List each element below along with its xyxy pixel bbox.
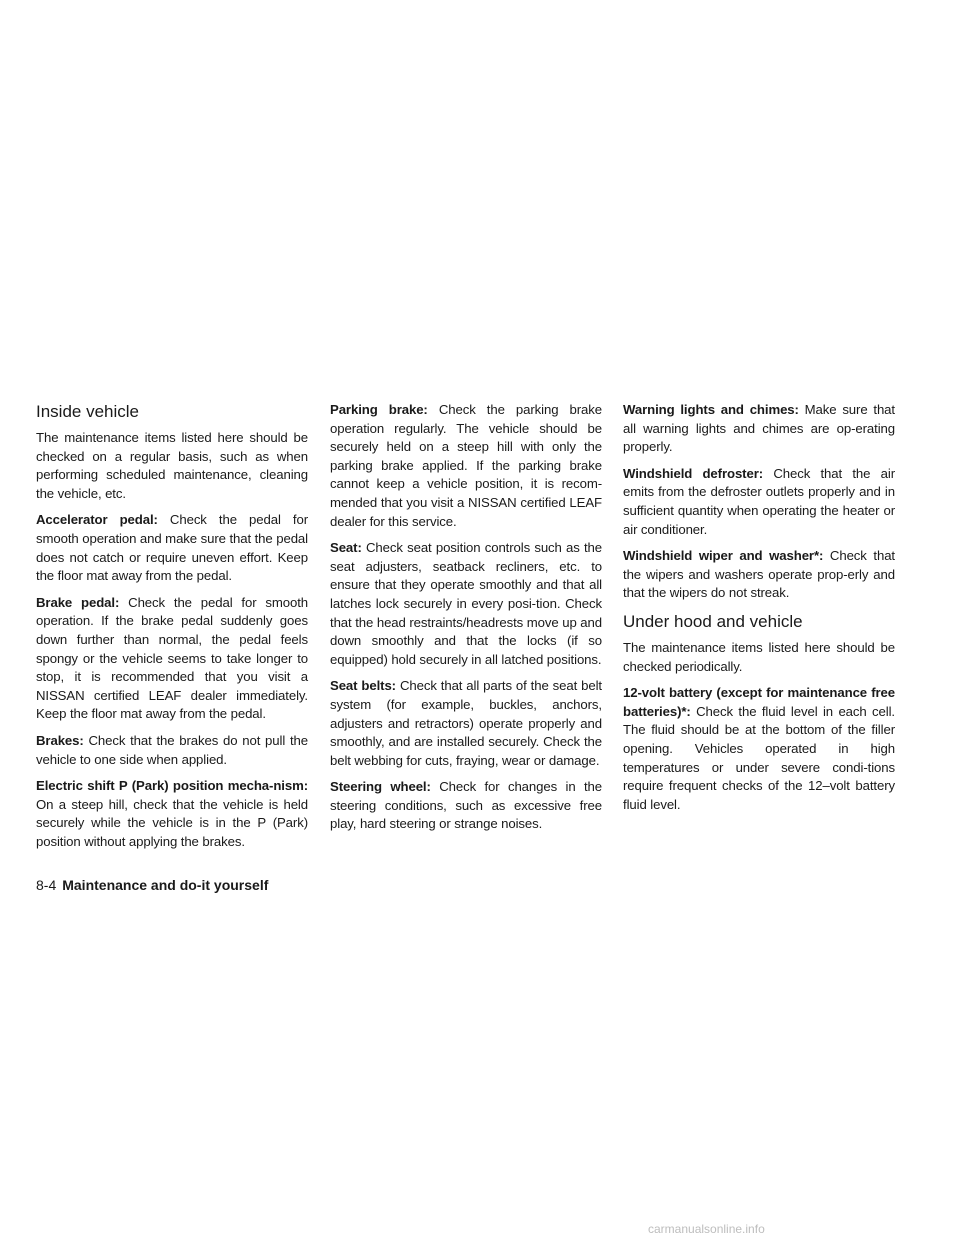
item-term: Electric shift P (Park) position mecha-nism: xyxy=(36,778,308,794)
intro-paragraph: The maintenance items listed here should be checked on a regular basis, such as when performing scheduled maintenance, cleaning the vehicle, etc. xyxy=(36,430,308,501)
item-12-volt-battery xyxy=(623,684,895,814)
item-parking-brake xyxy=(330,401,602,531)
item-term: Windshield wiper and washer*: xyxy=(623,548,824,564)
item-warning-lights xyxy=(623,401,895,457)
item-text: On a steep hill, check that the vehicle is held securely while the vehicle is in the P (Park) position without applying the brakes. xyxy=(36,796,308,849)
item-text: Check the parking brake operation regularly. The vehicle should be securely held on a steep hill with only the parking brake applied. If the parking brake cannot keep a vehicle position, it is recom-mended that you visit a NISSAN certified LEAF dealer for this service. xyxy=(330,402,602,529)
section-heading-under-hood: Under hood and vehicle xyxy=(623,611,803,631)
item-windshield-defroster xyxy=(623,465,895,539)
item-text: Make sure that all warning lights and chimes are op-erating properly. xyxy=(623,402,895,455)
item-seat-belts xyxy=(330,677,602,770)
item-brake-pedal xyxy=(36,594,308,724)
page-footer xyxy=(36,876,268,894)
column-1 xyxy=(36,401,308,859)
item-text: Check seat position controls such as the seat adjusters, seatback recliners, etc. to ensure that they operate smoothly and that all latches lock securely in every posi-tion. Check that the head restraints/headrests move up and down smoothly and that the locks (if so equipped) hold securely in all latched positions. xyxy=(330,540,602,667)
section-heading-inside-vehicle: Inside vehicle xyxy=(36,402,140,421)
item-term: Seat: xyxy=(330,540,362,556)
item-term: Warning lights and chimes: xyxy=(623,402,799,417)
item-text: Check the fluid level in each cell. The fluid should be at the bottom of the filler opening. Vehicles operated in high temperatures or under severe condi-tions require frequent checks of the 12–volt battery fluid level. xyxy=(623,703,895,812)
item-brakes xyxy=(36,732,308,769)
item-windshield-wiper xyxy=(623,547,895,603)
item-accelerator-pedal xyxy=(36,511,308,585)
item-term: Steering wheel: xyxy=(330,779,431,795)
item-seat xyxy=(330,539,602,669)
item-text: Check the pedal for smooth operation and make sure that the pedal does not catch or require uneven effort. Keep the floor mat away from the pedal. xyxy=(36,512,308,584)
item-electric-shift xyxy=(36,777,308,851)
item-text: Check that the brakes do not pull the vehicle to one side when applied. xyxy=(36,732,308,767)
item-term: Seat belts: xyxy=(330,678,396,694)
item-text: Check that all parts of the seat belt system (for example, buckles, anchors, adjusters and retractors) operate properly and smoothly, and are installed securely. Check the belt webbing for cuts, fraying, wear or damage. xyxy=(330,678,602,768)
item-steering-wheel xyxy=(330,778,602,834)
item-term: Brake pedal: xyxy=(36,594,120,610)
column-2 xyxy=(330,401,602,842)
item-text: Check the pedal for smooth operation. If the brake pedal suddenly goes down further than normal, the pedal feels spongy or the vehicle seems to take longer to stop, it is recommended that you visit a NISSAN certified LEAF dealer immediately. Keep the floor mat away from the pedal. xyxy=(36,594,308,722)
item-term: Windshield defroster: xyxy=(623,465,764,481)
intro-paragraph-2: The maintenance items listed here should be checked periodically. xyxy=(623,639,895,674)
item-term: 12-volt battery (except for maintenance free batteries)*: xyxy=(623,685,895,719)
watermark: carmanualsonline.info xyxy=(648,1222,765,1236)
item-text: Check that the wipers and washers operate prop-erly and that the wipers do not streak. xyxy=(623,548,895,601)
chapter-title: Maintenance and do-it yourself xyxy=(62,877,269,893)
item-text: Check that the air emits from the defroster outlets properly and in sufficient quantity when operating the heater or air conditioner. xyxy=(623,465,895,537)
column-3 xyxy=(623,401,895,822)
item-term: Accelerator pedal: xyxy=(36,512,158,528)
item-term: Parking brake: xyxy=(330,402,428,417)
item-term: Brakes: xyxy=(36,732,84,748)
item-text: Check for changes in the steering conditions, such as excessive free play, hard steering or strange noises. xyxy=(330,779,602,832)
page-number: 8-4 xyxy=(36,877,57,893)
